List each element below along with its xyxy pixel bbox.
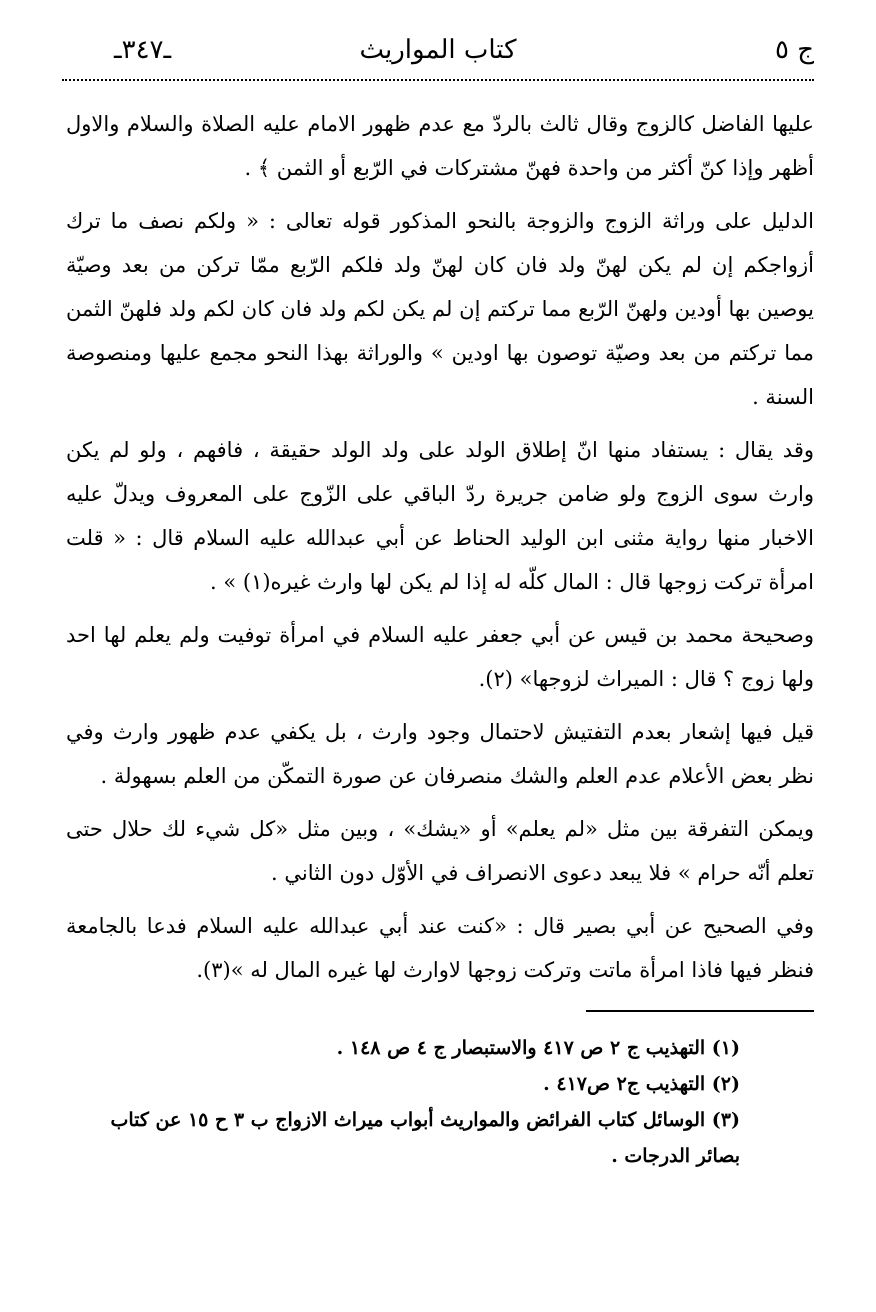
volume-label: ج ٥ (774, 35, 814, 65)
header-dotted-rule (62, 79, 814, 81)
paragraph: وفي الصحيح عن أبي بصير قال : «كنت عند أبي عبدالله عليه السلام فدعا بالجامعة فنظر فيها فاذا امرأة ماتت وتركت زوجها لاوارث لها غيره المال له »(٣). (66, 914, 814, 982)
paragraph: وقد يقال : يستفاد منها انّ إطلاق الولد على ولد الولد حقيقة ، فافهم ، ولو لم يكن وارث سوى الزوج ولو ضامن جريرة ردّ الباقي على الزّوج على المعروف ويدلّ عليه الاخبار منها رواية مثنى ابن الوليد الحناط عن أبي عبدالله عليه السلام قال : « قلت امرأة تركت زوجها قال : المال كلّه له إذا لم يكن لها وارث غيره(١) » . (66, 438, 814, 594)
footnotes (72, 1030, 740, 1174)
paragraph: الدليل على وراثة الزوج والزوجة بالنحو المذكور قوله تعالى : « ولكم نصف ما ترك أزواجكم إن لم يكن لهنّ ولد فان كان لهنّ ولد فلكم الرّبع ممّا تركن من بعد وصيّة يوصين بها أودين ولهنّ الرّبع مما تركتم إن لم يكن لكم ولد فان كان لكم ولد فلهنّ الثمن مما تركتم من بعد وصيّة توصون بها اودين » والوراثة بهذا النحو مجمع عليها ومنصوصة السنة . (66, 209, 815, 409)
main-text (66, 102, 814, 1001)
footnote-separator (586, 1010, 814, 1012)
footnote: (١) التهذيب ج ٢ ص ٤١٧ والاستبصار ج ٤ ص ١٤٨ . (336, 1037, 740, 1059)
paragraph: وصحيحة محمد بن قيس عن أبي جعفر عليه السلام في امرأة توفيت ولم يعلم لها احد ولها زوج ؟ قال : الميراث لزوجها» (٢). (66, 623, 814, 691)
page-number: ـ٣٤٧ـ (114, 35, 172, 65)
paragraph: عليها الفاضل كالزوج وقال ثالث بالردّ مع عدم ظهور الامام عليه الصلاة والسلام والاول أظهر وإذا كنّ أكثر من واحدة فهنّ مشتركات في الرّبع أو الثمن ﴾ . (66, 112, 814, 180)
page-header (62, 30, 814, 70)
chapter-title: كتاب المواريث (359, 35, 517, 65)
paragraph: قيل فيها إشعار بعدم التفتيش لاحتمال وجود وارث ، بل يكفي عدم ظهور وارث وفي نظر بعض الأعلام عدم العلم والشك منصرفان عن صورة التمكّن من العلم بسهولة . (66, 720, 814, 788)
footnote: (٢) التهذيب ج٢ ص٤١٧ . (543, 1073, 740, 1095)
footnote: (٣) الوسائل كتاب الفرائض والمواريث أبواب ميراث الازواج ب ٣ ح ١٥ عن كتاب بصائر الدرجات . (110, 1109, 740, 1167)
paragraph: ويمكن التفرقة بين مثل «لم يعلم» أو «يشك» ، وبين مثل «كل شيء لك حلال حتى تعلم أنّه حرام » فلا يبعد دعوى الانصراف في الأوّل دون الثاني . (66, 817, 814, 885)
